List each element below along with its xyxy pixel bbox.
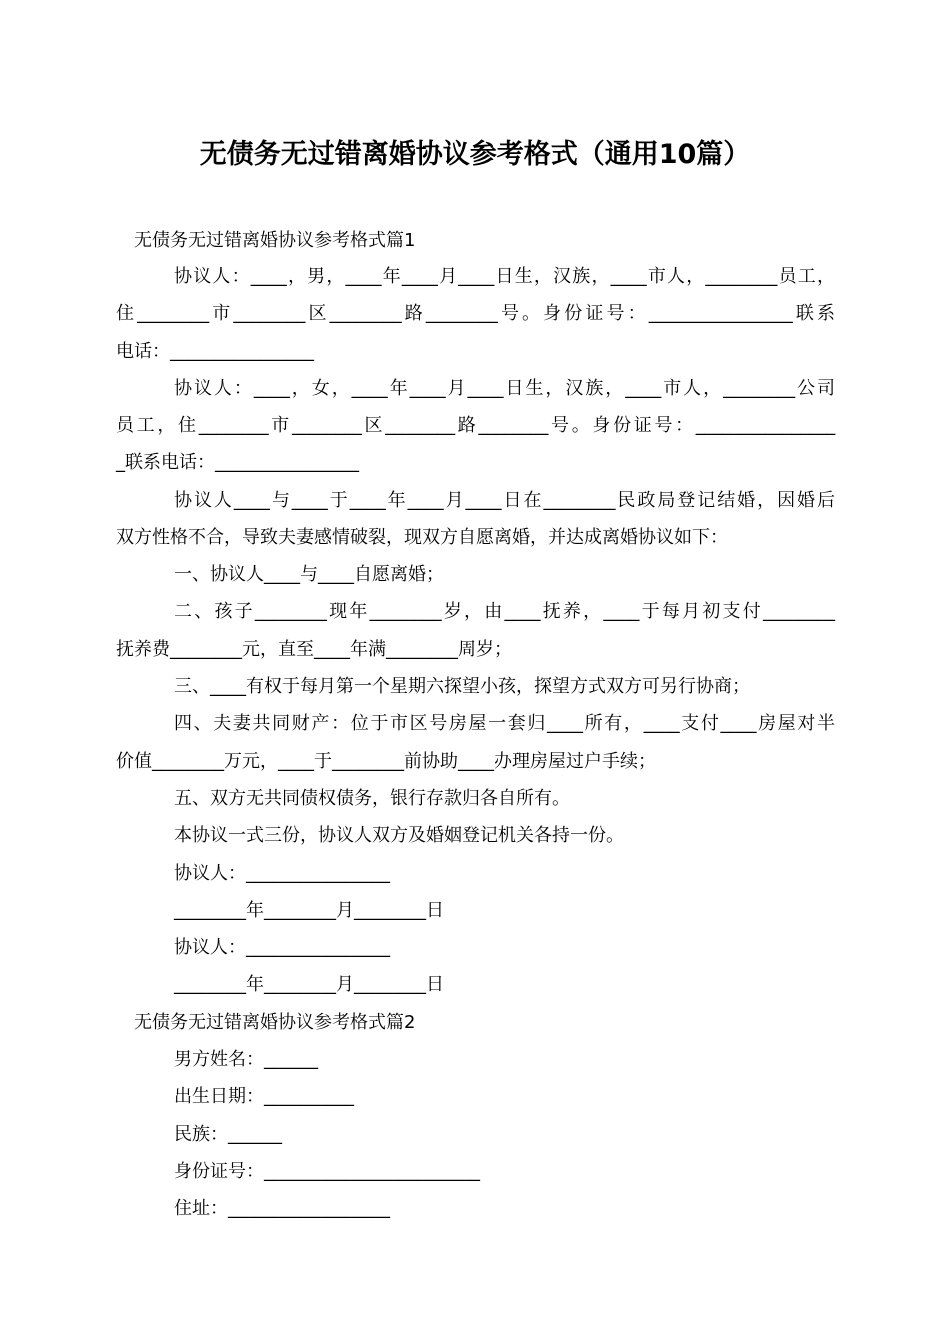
clause-line: 抚养费________元，直至____年满________周岁； — [116, 639, 512, 660]
paragraph-line: 本协议一式三份，协议人双方及婚姻登记机关各持一份。 — [174, 825, 624, 846]
clause-line: 一、协议人____与____自愿离婚； — [174, 564, 444, 585]
form-field-line: 民族：______ — [174, 1124, 282, 1145]
clause-line: 三、____有权于每月第一个星期六探望小孩，探望方式双方可另行协商； — [174, 676, 750, 697]
paragraph-line: 协议人：____，男，____年____月____日生，汉族，____市人，________员工， — [174, 266, 835, 287]
form-field-line: 出生日期：__________ — [174, 1086, 354, 1107]
paragraph-line: 协议人____与____于____年____月____日在________民政局登记结婚，因婚后 — [174, 490, 835, 511]
clause-line: 五、双方无共同债权债务，银行存款归各自所有。 — [174, 788, 570, 809]
date-line: ________年________月________日 — [174, 974, 444, 995]
signature-line: 协议人：________________ — [174, 863, 390, 884]
paragraph-line: 协议人：____，女，____年____月____日生，汉族，____市人，________公司 — [174, 378, 835, 399]
paragraph-line: 员工，住________市________区________路________号。身份证号：________________ — [116, 415, 835, 436]
document-title: 无债务无过错离婚协议参考格式（通用10篇） — [199, 139, 751, 170]
paragraph-line: 电话：________________ — [116, 341, 314, 362]
form-field-line: 男方姓名：______ — [174, 1049, 318, 1070]
clause-line: 二、孩子________现年________岁，由____抚养，____于每月初支付________ — [174, 601, 835, 622]
section-heading-1: 无债务无过错离婚协议参考格式篇1 — [134, 230, 416, 251]
paragraph-line: 双方性格不合，导致夫妻感情破裂，现双方自愿离婚，并达成离婚协议如下： — [116, 527, 728, 548]
paragraph-line: _联系电话：________________ — [116, 452, 359, 473]
date-line: ________年________月________日 — [174, 900, 444, 921]
clause-line: 四、夫妻共同财产：位于市区号房屋一套归____所有，____支付____房屋对半 — [174, 713, 835, 734]
section-heading-2: 无债务无过错离婚协议参考格式篇2 — [134, 1012, 416, 1033]
form-field-line: 身份证号：________________________ — [174, 1161, 480, 1182]
paragraph-line: 住________市________区________路________号。身份证号：________________联系 — [116, 303, 835, 324]
form-field-line: 住址：__________________ — [174, 1198, 390, 1219]
clause-line: 价值________万元，____于________前协助____办理房屋过户手续； — [116, 751, 656, 772]
signature-line: 协议人：________________ — [174, 937, 390, 958]
